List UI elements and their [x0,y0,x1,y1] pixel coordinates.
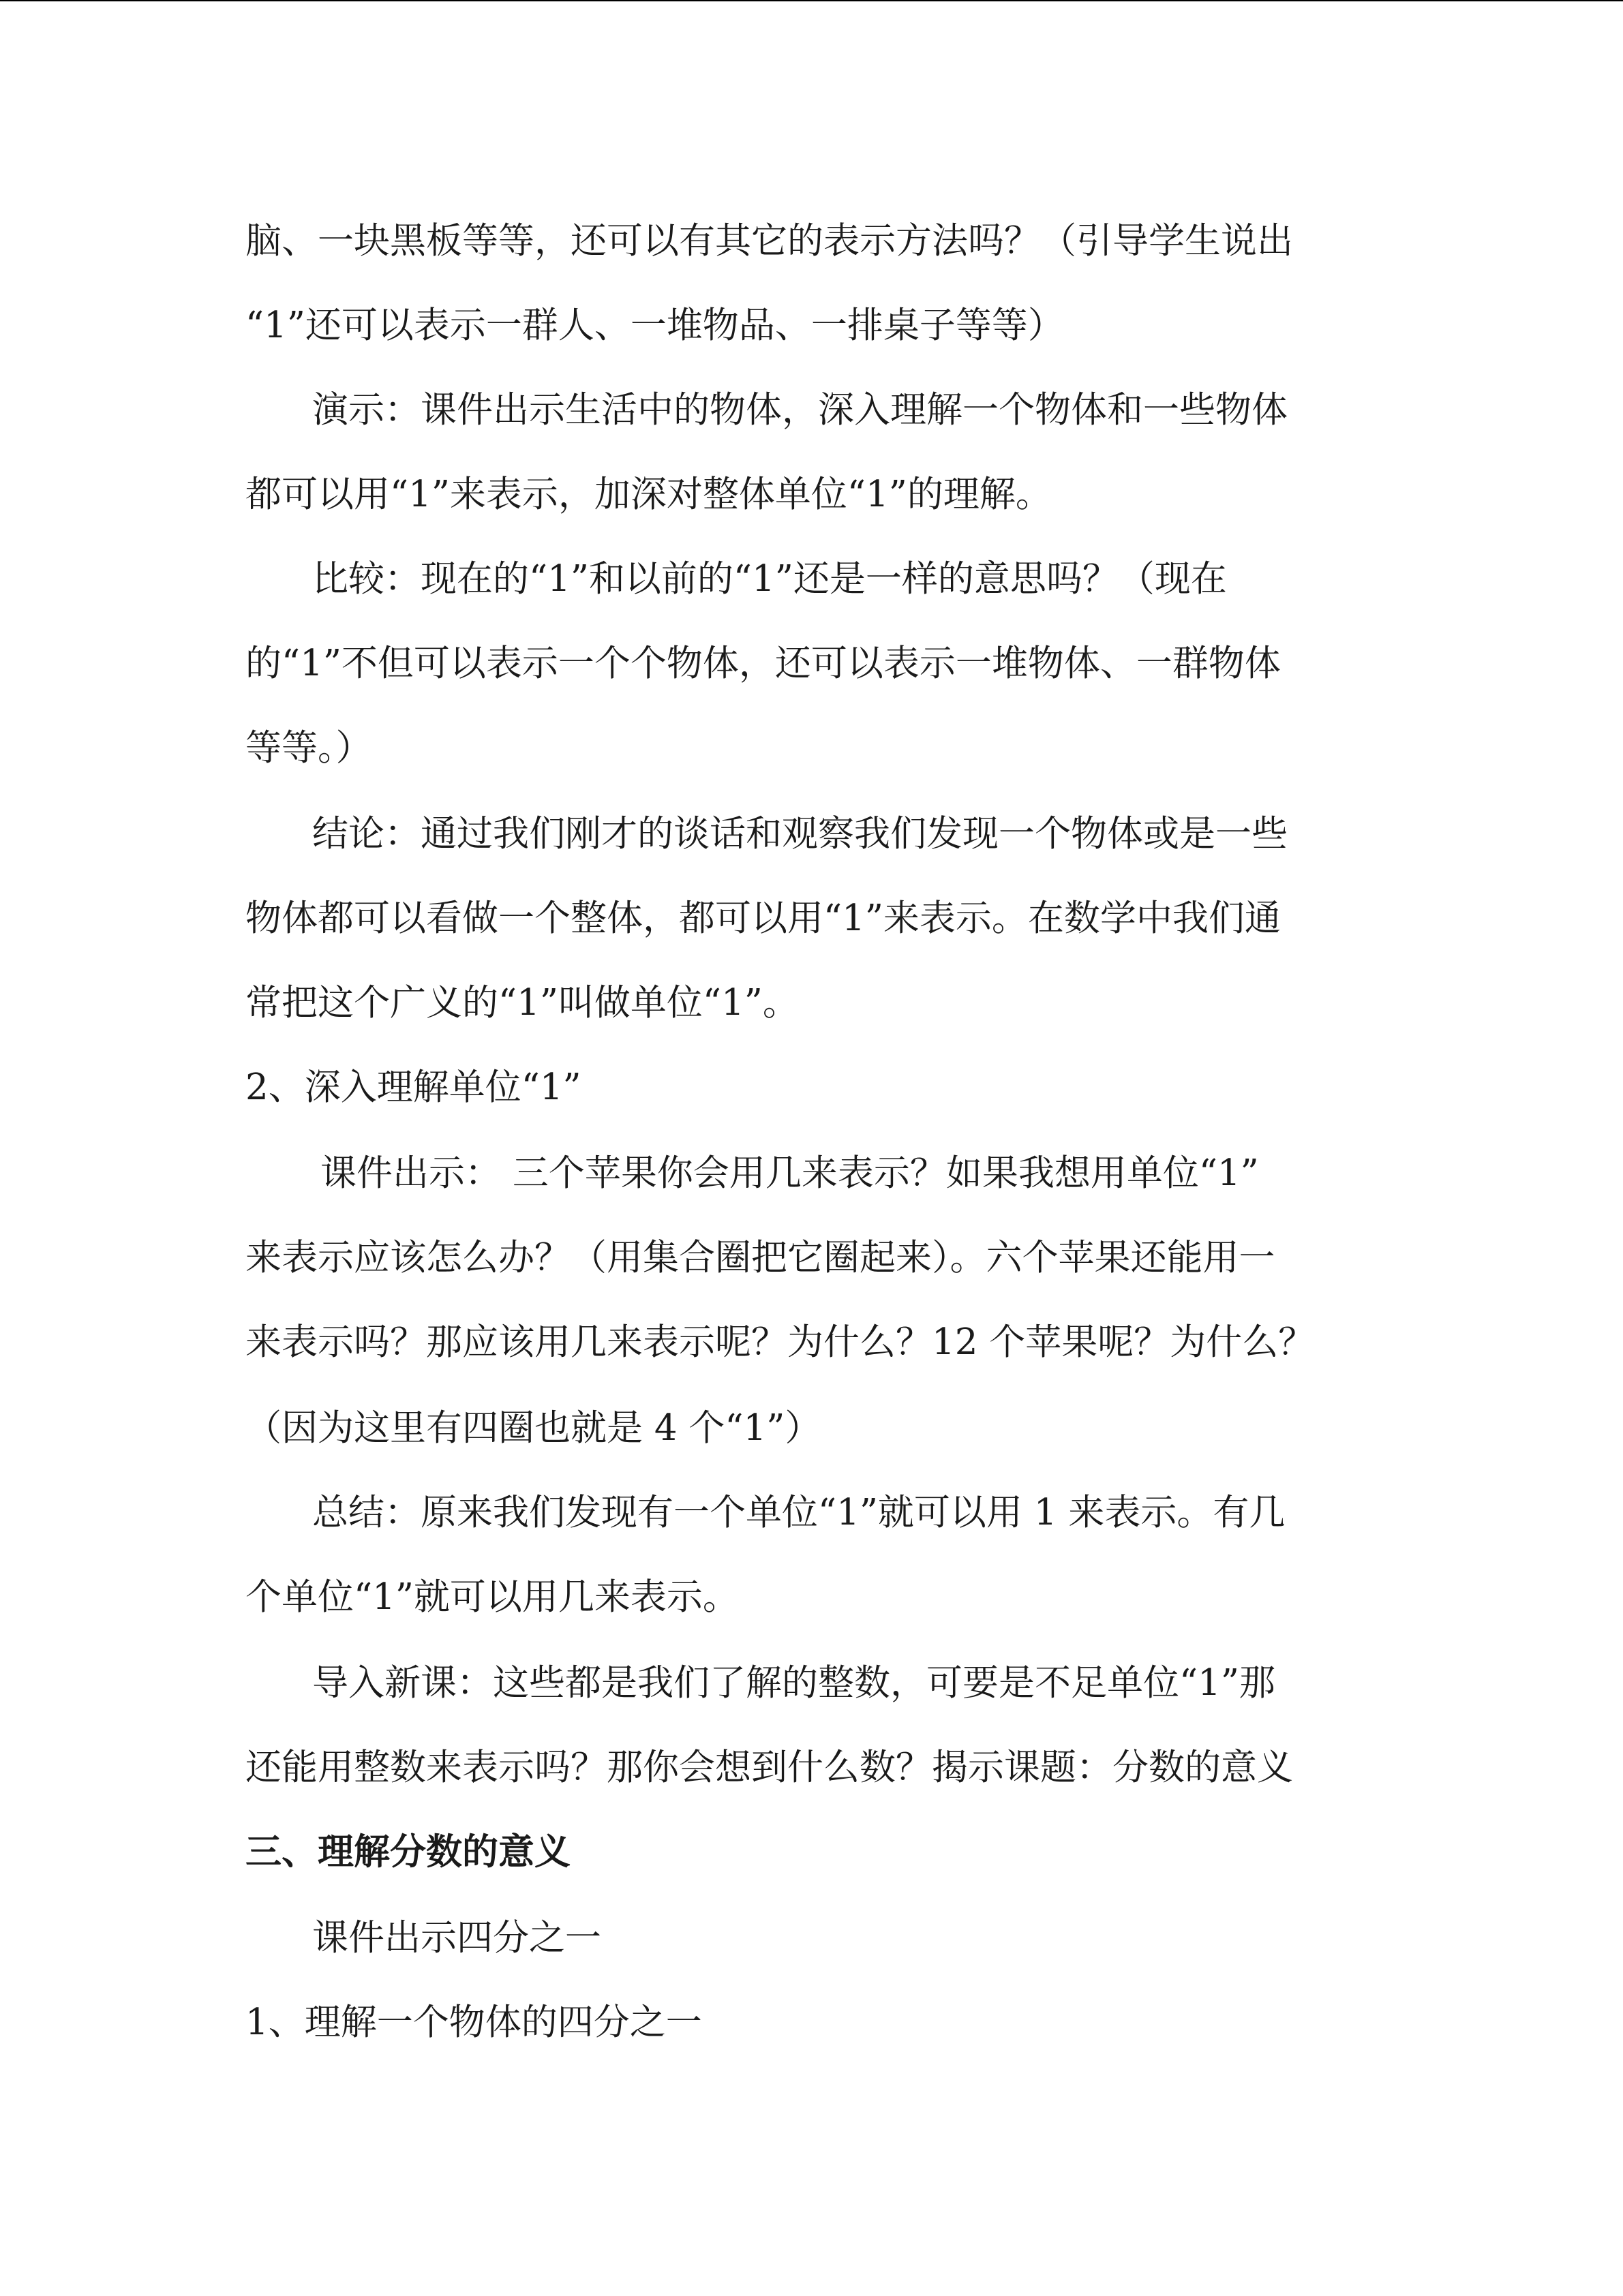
paragraph-line: 个单位“1”就可以用几来表示。 [245,1576,739,1618]
paragraph-line: 导入新课：这些都是我们了解的整数，可要是不足单位“1”那 [312,1662,1275,1704]
document-page [0,1,1623,2296]
paragraph-line: 等等。） [245,727,372,769]
paragraph-line: 都可以用“1”来表示，加深对整体单位“1”的理解。 [245,474,1052,515]
paragraph-line: 总结：原来我们发现有一个单位“1”就可以用 1 来表示。有几 [312,1492,1286,1533]
paragraph-line: 常把这个广义的“1”叫做单位“1”。 [245,982,799,1024]
paragraph-line: 结论：通过我们刚才的谈话和观察我们发现一个物体或是一些 [312,813,1288,855]
paragraph-line: 演示：课件出示生活中的物体，深入理解一个物体和一些物体 [312,389,1288,431]
paragraph-line: 脑、一块黑板等等，还可以有其它的表示方法吗？（引导学生说出 [245,220,1293,262]
paragraph-line: 来表示吗？那应该用几来表示呢？为什么？12 个苹果呢？为什么？ [245,1321,1315,1363]
paragraph-line: 还能用整数来表示吗？那你会想到什么数？揭示课题：分数的意义 [245,1747,1293,1788]
paragraph-line: 比较：现在的“1”和以前的“1”还是一样的意思吗？（现在 [312,558,1227,600]
section-heading: 1、理解一个物体的四分之一 [245,2002,702,2043]
paragraph-line: 课件出示四分之一 [312,1917,601,1959]
paragraph-line: 课件出示： 三个苹果你会用几来表示？如果我想用单位“1” [320,1152,1259,1194]
section-heading: 2、深入理解单位“1” [245,1067,581,1108]
paragraph-line: 的“1”不但可以表示一个个物体，还可以表示一堆物体、一群物体 [245,643,1281,684]
paragraph-line: “1”还可以表示一群人、一堆物品、一排桌子等等） [245,305,1064,346]
chapter-heading: 三、理解分数的意义 [245,1831,571,1873]
paragraph-line: 来表示应该怎么办？（用集合圈把它圈起来）。六个苹果还能用一 [245,1237,1275,1279]
paragraph-line: （因为这里有四圈也就是 4 个“1”） [245,1407,821,1449]
paragraph-line: 物体都可以看做一个整体，都可以用“1”来表示。在数学中我们通 [245,898,1281,939]
